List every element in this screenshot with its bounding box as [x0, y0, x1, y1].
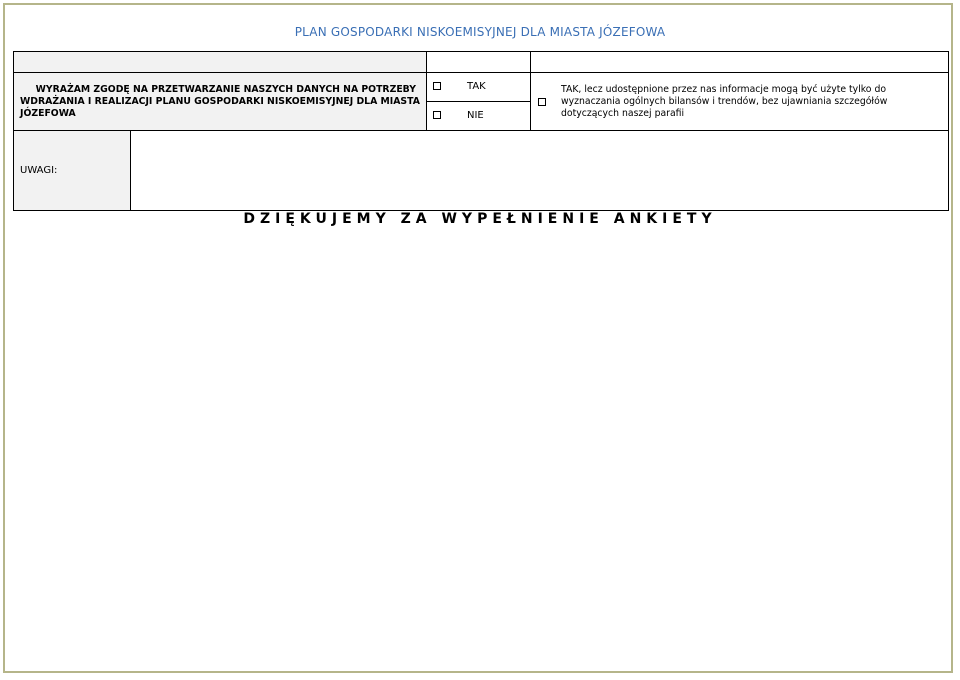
option-no-label: NIE [467, 110, 484, 121]
option-no[interactable] [427, 102, 530, 130]
header-cell [14, 52, 427, 73]
consent-line-1: WYRAŻAM ZGODĘ NA PRZETWARZANIE NASZYCH DANYCH NA POTRZEBY [35, 83, 416, 95]
header-row [14, 52, 949, 73]
consent-options [427, 73, 531, 131]
remarks-row [14, 131, 949, 211]
option-yes-label: TAK [467, 81, 486, 92]
consent-row [14, 73, 949, 131]
checkbox-yes[interactable] [433, 82, 441, 90]
option-yes[interactable] [427, 73, 530, 102]
option-partial[interactable] [531, 73, 949, 131]
remarks-label: UWAGI: [14, 131, 131, 211]
remarks-field[interactable] [131, 131, 949, 211]
checkbox-partial[interactable] [538, 98, 546, 106]
consent-line-2: WDRAŻANIA I REALIZACJI PLANU GOSPODARKI NISKOEMISYJNEJ DLA MIASTA JÓZEFOWA [20, 95, 420, 119]
consent-statement [14, 73, 427, 131]
consent-form [13, 51, 949, 211]
header-cell [427, 52, 531, 73]
option-partial-label: TAK, lecz udostępnione przez nas informacje mogą być użyte tylko do wyznaczania ogólnych bilansów i trendów, bez ujawniania szczegółów dotyczących naszej parafii [561, 83, 888, 119]
checkbox-no[interactable] [433, 111, 441, 119]
page-title: PLAN GOSPODARKI NISKOEMISYJNEJ DLA MIASTA JÓZEFOWA [294, 25, 666, 39]
thank-you-message: DZIĘKUJEMY ZA WYPEŁNIENIE ANKIETY [243, 211, 717, 227]
header-cell [531, 52, 949, 73]
